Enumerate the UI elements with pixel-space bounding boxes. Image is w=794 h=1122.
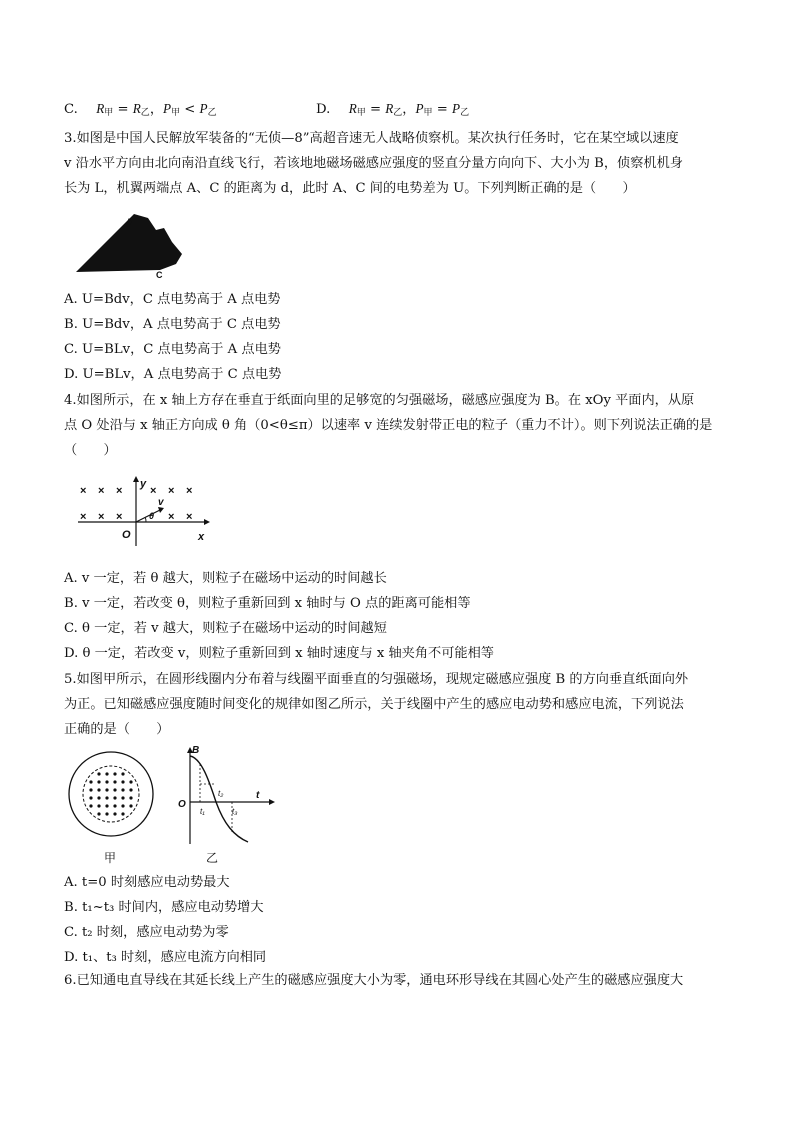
y-axis-arrow	[133, 476, 139, 482]
field-dot	[105, 804, 108, 807]
field-dot	[89, 796, 92, 799]
field-dot	[113, 804, 116, 807]
field-cross: ×	[98, 485, 105, 497]
field-dot	[105, 812, 108, 815]
operator: =	[113, 102, 133, 117]
t2-label: t₂	[218, 789, 224, 798]
field-dot	[97, 788, 100, 791]
figure-jia-caption: 甲	[104, 851, 117, 865]
t3-label: t₃	[232, 807, 238, 816]
symbol-p: P	[452, 101, 461, 116]
field-dot	[89, 788, 92, 791]
q5-option-a: A. t=0 时刻感应电动势最大	[64, 875, 230, 890]
x-axis-arrow	[204, 519, 210, 525]
q3-option-d: D. U=BLv，A 点电势高于 C 点电势	[64, 367, 282, 382]
field-cross: ×	[186, 511, 193, 523]
separator: ，	[149, 102, 163, 117]
origin-label: O	[178, 799, 186, 810]
field-cross: ×	[116, 511, 123, 523]
field-dot	[121, 804, 124, 807]
q3-aircraft-figure	[72, 208, 192, 280]
subscript: 甲	[104, 108, 114, 118]
symbol-p: P	[163, 101, 172, 116]
x-axis-label: x	[198, 531, 205, 543]
field-dot	[129, 788, 132, 791]
y-axis-label: y	[140, 478, 147, 490]
field-dot	[89, 780, 92, 783]
field-dot	[113, 796, 116, 799]
field-cross: ×	[150, 485, 157, 497]
q3-stem-line1: 3.如图是中国人民解放军装备的“无侦—8”高超音速无人战略侦察机。某次执行任务时，它在某空域以速度	[64, 131, 679, 146]
symbol-p: P	[415, 101, 424, 116]
subscript: 乙	[140, 108, 150, 118]
velocity-vector	[136, 510, 160, 522]
field-dot	[113, 772, 116, 775]
theta-arc	[145, 517, 146, 522]
q3-option-b: B. U=Bdv，A 点电势高于 C 点电势	[64, 317, 281, 332]
q3-option-a: A. U=Bdv，C 点电势高于 A 点电势	[64, 292, 281, 307]
q5-option-c: C. t₂ 时刻，感应电动势为零	[64, 925, 229, 940]
field-dot	[97, 804, 100, 807]
field-dot	[97, 780, 100, 783]
subscript: 乙	[207, 108, 217, 118]
option-label: D.	[316, 102, 331, 117]
field-cross: ×	[168, 511, 175, 523]
subscript: 甲	[171, 108, 181, 118]
field-cross: ×	[186, 485, 193, 497]
q4-stem-line3: （ ）	[64, 443, 117, 458]
q4-option-d: D. θ 一定，若改变 v，则粒子重新回到 x 轴时速度与 x 轴夹角不可能相等	[64, 646, 494, 661]
q5-option-d: D. t₁、t₃ 时刻，感应电流方向相同	[64, 950, 267, 965]
field-dot	[129, 796, 132, 799]
field-cross: ×	[80, 511, 87, 523]
separator: ，	[402, 102, 416, 117]
operator: =	[432, 102, 452, 117]
field-dot	[129, 804, 132, 807]
operator: <	[180, 102, 200, 117]
field-dot	[129, 780, 132, 783]
point-c-label: C	[156, 270, 163, 280]
q5-b-t-graph-yi	[172, 744, 282, 870]
t-axis-arrow	[269, 799, 275, 805]
q4-magnetic-field-figure	[74, 474, 214, 546]
field-cross: ×	[98, 511, 105, 523]
field-dots	[89, 772, 132, 815]
option-label: C.	[64, 102, 78, 117]
field-dot	[105, 788, 108, 791]
field-dot	[105, 796, 108, 799]
field-dot	[121, 772, 124, 775]
q6-stem-line1: 6.已知通电直导线在其延长线上产生的磁感应强度大小为零，通电环形导线在其圆心处产生的磁感应强度大	[64, 973, 684, 988]
field-dot	[121, 812, 124, 815]
q5-stem-line3: 正确的是（ ）	[64, 722, 170, 737]
field-dot	[97, 796, 100, 799]
field-dot	[105, 780, 108, 783]
field-cross: ×	[80, 485, 87, 497]
field-dot	[121, 788, 124, 791]
q4-option-b: B. v 一定，若改变 θ，则粒子重新回到 x 轴时与 O 点的距离可能相等	[64, 596, 471, 611]
field-dot	[113, 812, 116, 815]
field-dot	[121, 796, 124, 799]
subscript: 甲	[356, 108, 366, 118]
b-axis-label: B	[192, 745, 200, 756]
q3-option-c: C. U=BLv，C 点电势高于 A 点电势	[64, 342, 281, 357]
field-cross: ×	[116, 485, 123, 497]
field-dot	[121, 780, 124, 783]
symbol-r: R	[96, 101, 105, 116]
point-a-label: A	[126, 217, 133, 227]
origin-label: O	[122, 529, 131, 541]
field-dot	[97, 772, 100, 775]
q4-stem-line1: 4.如图所示，在 x 轴上方存在垂直于纸面向里的足够宽的匀强磁场，磁感应强度为 B。在 xOy 平面内，从原	[64, 393, 695, 408]
field-dot	[113, 788, 116, 791]
symbol-r: R	[348, 101, 357, 116]
q3-stem-line2: v 沿水平方向由北向南沿直线飞行，若该地地磁场磁感应强度的竖直分量方向向下、大小为 B，侦察机机身	[64, 156, 683, 171]
subscript: 甲	[423, 108, 433, 118]
t-axis-label: t	[256, 790, 260, 801]
t1-label: t₁	[200, 807, 205, 816]
q4-option-c: C. θ 一定，若 v 越大，则粒子在磁场中运动的时间越短	[64, 621, 387, 636]
subscript: 乙	[460, 108, 470, 118]
coil-circle	[69, 752, 153, 836]
field-dot	[89, 804, 92, 807]
theta-label: θ	[149, 511, 155, 521]
q5-coil-figure-jia	[64, 744, 160, 870]
b-t-curve	[190, 756, 248, 842]
symbol-p: P	[199, 101, 208, 116]
figure-yi-caption: 乙	[206, 851, 219, 865]
velocity-label: v	[158, 497, 164, 508]
field-dot	[105, 772, 108, 775]
field-region-boundary	[83, 766, 139, 822]
q4-stem-line2: 点 O 处沿与 x 轴正方向成 θ 角（0<θ≤π）以速率 v 连续发射带正电的粒子（重力不计）。则下列说法正确的是	[64, 418, 713, 433]
q5-stem-line2: 为正。已知磁感应强度随时间变化的规律如图乙所示，关于线圈中产生的感应电动势和感应电流，下列说法	[64, 697, 684, 712]
operator: =	[365, 102, 386, 117]
q5-option-b: B. t₁~t₃ 时间内，感应电动势增大	[64, 900, 264, 915]
q3-stem-line3: 长为 L，机翼两端点 A、C 的距离为 d，此时 A、C 间的电势差为 U。下列判断正确的是（ ）	[64, 181, 636, 196]
q2-option-d	[316, 100, 616, 122]
q5-stem-line1: 5.如图甲所示，在圆形线圈内分布着与线圈平面垂直的匀强磁场，现规定磁感应强度 B 的方向垂直纸面向外	[64, 672, 689, 687]
field-dot	[113, 780, 116, 783]
symbol-r: R	[132, 101, 141, 116]
symbol-r: R	[385, 101, 394, 116]
q4-option-a: A. v 一定，若 θ 越大，则粒子在磁场中运动的时间越长	[64, 571, 387, 586]
subscript: 乙	[393, 108, 403, 118]
field-dot	[97, 812, 100, 815]
field-cross: ×	[168, 485, 175, 497]
